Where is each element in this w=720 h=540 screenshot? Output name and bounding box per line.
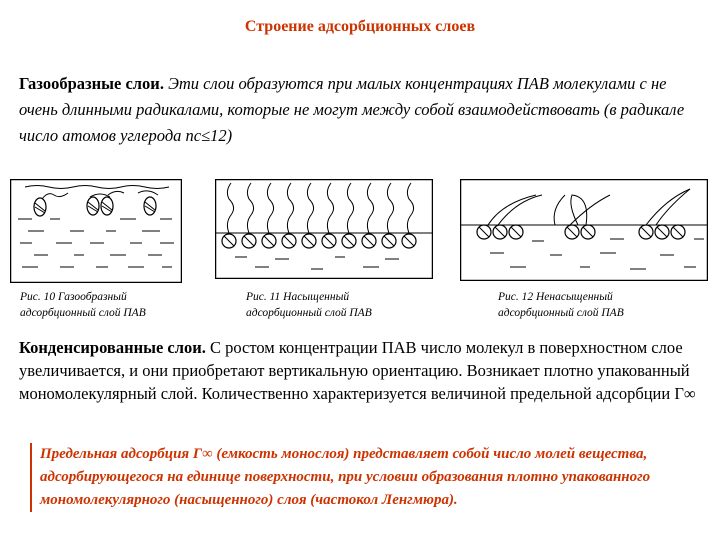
figure-unsaturated-layer xyxy=(460,179,708,281)
figure-caption: Рис. 11 Насыщенный адсорбционный слой ПАВ xyxy=(246,291,372,319)
gaseous-layers-text: Эти слои образуются при малых концентрациях ПАВ молекулами с не очень длинными радикалами, которые не могут между собой взаимодействовать (в радикале число атомов углерода nc≤12) xyxy=(19,74,685,145)
saturated-layer-diagram xyxy=(215,179,433,279)
limiting-adsorption-definition: Предельная адсорбция Г∞ (емкость монослоя) представляет собой число молей вещества, адсорбирующегося на единице поверхности, при условии образования плотно упакованного мономолекулярного (насыщенного) слоя (частокол Ленгмюра). xyxy=(30,443,708,512)
unsaturated-layer-diagram xyxy=(460,179,708,281)
condensed-layers-heading: Конденсированные слои. xyxy=(19,338,206,357)
figure-caption: Рис. 12 Ненасыщенный адсорбционный слой ПАВ xyxy=(498,291,624,319)
gaseous-layers-heading: Газообразные слои. xyxy=(19,74,164,93)
figure-caption: Рис. 10 Газообразный адсорбционный слой ПАВ xyxy=(20,291,146,319)
condensed-layers-paragraph xyxy=(19,336,709,405)
page-title: Строение адсорбционных слоев xyxy=(244,18,476,35)
figure-gaseous-layer xyxy=(10,179,182,283)
condensed-layers-text: С ростом концентрации ПАВ число молекул в поверхностном слое увеличивается, и они приобретают вертикальную ориентацию. Возникает плотно упакованный мономолекулярный слой. Количественно характеризуется величиной предельной адсорбции Г∞ xyxy=(19,338,696,403)
gaseous-layer-diagram xyxy=(10,179,182,283)
figure-saturated-layer xyxy=(215,179,433,279)
gaseous-layers-paragraph xyxy=(19,71,709,149)
